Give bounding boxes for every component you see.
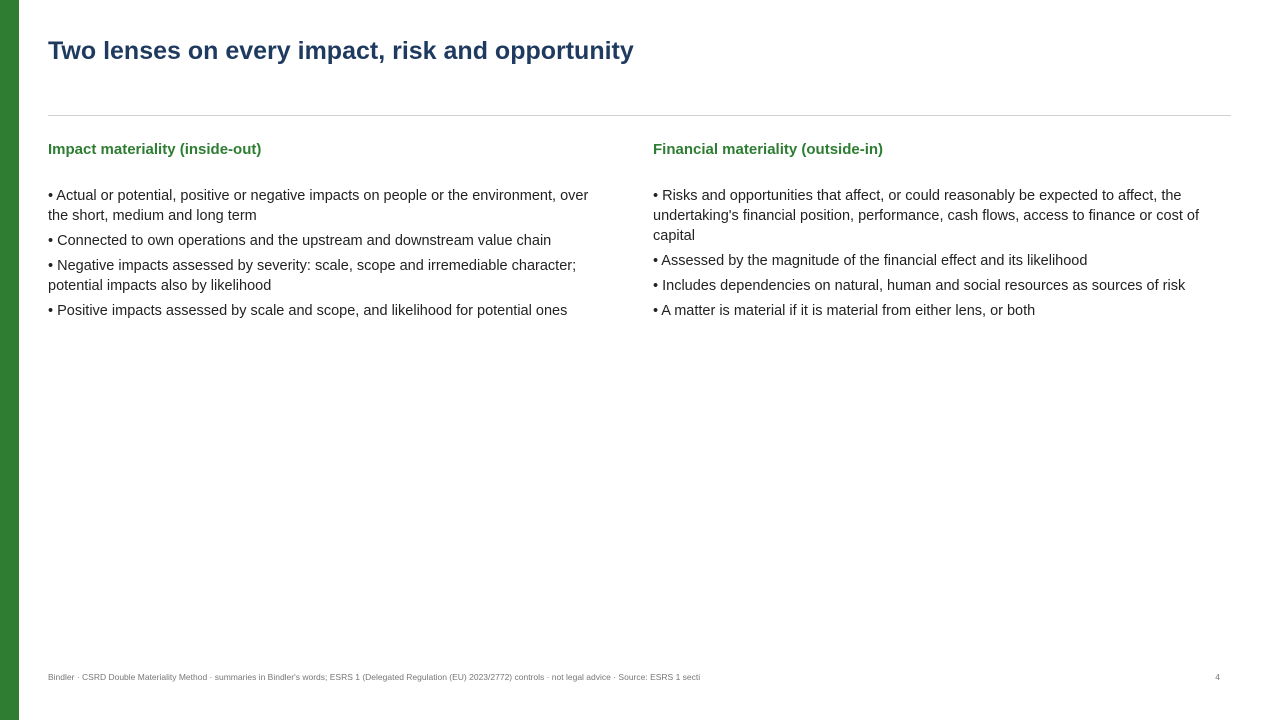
- footer: [48, 672, 1231, 684]
- slide-title: Two lenses on every impact, risk and opportunity: [48, 37, 634, 65]
- impact-materiality-column: [48, 140, 608, 326]
- bullet-item: • Risks and opportunities that affect, or could reasonably be expected to affect, the undertaking's financial position, performance, cash flows, access to finance or cost of capital: [653, 188, 1199, 244]
- title-divider: [48, 115, 1231, 116]
- accent-bar: [0, 0, 19, 720]
- impact-materiality-bullets: [48, 186, 608, 321]
- bullet-item: • Includes dependencies on natural, human and social resources as sources of risk: [653, 278, 1186, 294]
- impact-materiality-heading: Impact materiality (inside-out): [48, 141, 262, 158]
- footer-text: Bindler · CSRD Double Materiality Method · summaries in Bindler's words; ESRS 1 (Delegated Regulation (EU) 2023/2772) controls · not legal advice · Source: ESRS 1 secti: [48, 672, 701, 682]
- bullet-item: • A matter is material if it is material from either lens, or both: [653, 303, 1036, 319]
- bullet-item: • Actual or potential, positive or negative impacts on people or the environment, over the short, medium and long term: [48, 188, 589, 224]
- financial-materiality-column: [653, 140, 1213, 326]
- bullet-item: • Positive impacts assessed by scale and scope, and likelihood for potential ones: [48, 303, 568, 319]
- financial-materiality-heading: Financial materiality (outside-in): [653, 141, 884, 158]
- page-number: 4: [1215, 672, 1220, 682]
- financial-materiality-bullets: [653, 186, 1213, 321]
- bullet-item: • Negative impacts assessed by severity: scale, scope and irremediable character; potential impacts also by likelihood: [48, 258, 577, 294]
- bullet-item: • Assessed by the magnitude of the financial effect and its likelihood: [653, 253, 1088, 269]
- bullet-item: • Connected to own operations and the upstream and downstream value chain: [48, 233, 552, 249]
